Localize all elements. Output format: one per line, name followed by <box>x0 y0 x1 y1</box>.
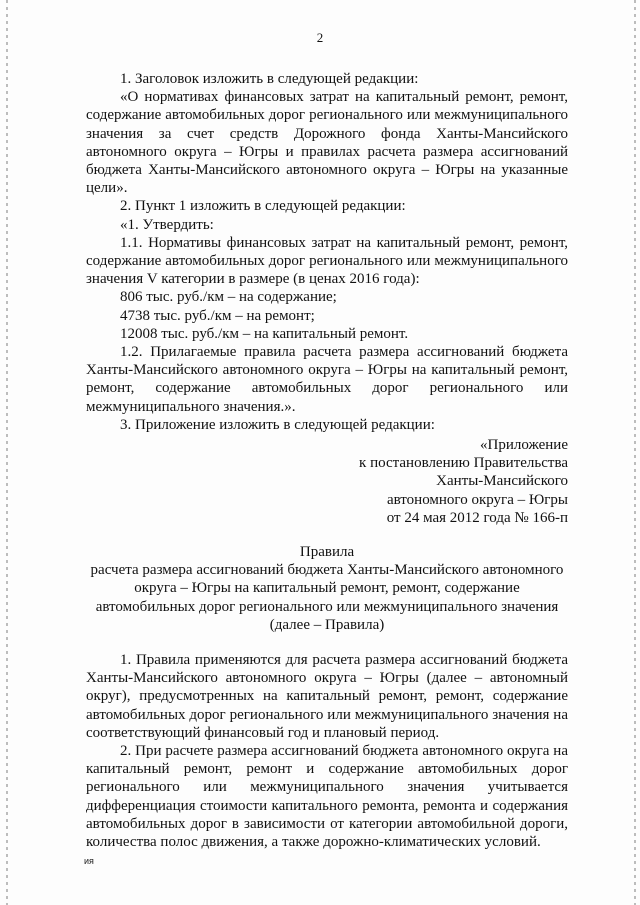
paragraph-title-change: 1. Заголовок изложить в следующей редакции: <box>120 71 419 87</box>
rules-subtitle-line: расчета размера ассигнований бюджета Ханты-Мансийского автономного <box>90 562 564 579</box>
rules-body <box>86 651 568 851</box>
appendix-header <box>86 436 568 527</box>
rule-paragraph-2: 2. При расчете размера ассигнований бюджета автономного округа на капитальный ремонт, ремонт и содержание автомобильных дорог регионального или межмуниципального значения учитывается дифференциация стоимости капитального ремонта, ремонта и содержания автомобильных дорог в зависимости от категории автомобильной дороги, количества полос движения, а также дорожно-климатических условий. <box>86 743 568 851</box>
paragraph-clause1-change: 2. Пункт 1 изложить в следующей редакции: <box>120 198 406 215</box>
norm-maintenance: 806 тыс. руб./км – на содержание; <box>120 289 337 306</box>
appendix-line: к постановлению Правительства <box>359 455 568 472</box>
rules-title <box>86 543 568 634</box>
rules-subtitle-line: (далее – Правила) <box>269 616 385 633</box>
appendix-line: от 24 мая 2012 года № 166-п <box>386 509 568 526</box>
paragraph-rules-attached: 1.2. Прилагаемые правила расчета размера ассигнований бюджета Ханты-Мансийского автономного округа – Югры на капитальный ремонт, ремонт, содержание автомобильных дорог регионального или межмуниципального значения.». <box>86 344 568 415</box>
scan-edge-right <box>634 0 636 905</box>
rules-subtitle-line: округа – Югры на капитальный ремонт, ремонт, содержание <box>134 580 520 597</box>
appendix-line: Ханты-Мансийского <box>436 473 568 490</box>
rules-heading: Правила <box>299 544 355 560</box>
appendix-line: «Приложение <box>479 437 568 453</box>
amendments-section <box>86 70 568 434</box>
norm-capital-repair: 12008 тыс. руб./км – на капитальный ремонт. <box>120 325 409 342</box>
paragraph-new-title: «О нормативах финансовых затрат на капитальный ремонт, ремонт, содержание автомобильных дорог регионального или межмуниципального значения за счет средств Дорожного фонда Ханты-Мансийского автономного округа – Югры и правилах расчета размера ассигнований бюджета Ханты-Мансийского автономного округа – Югры на указанные цели». <box>86 89 568 197</box>
rules-subtitle-line: автомобильных дорог регионального или межмуниципального значения <box>95 598 559 615</box>
page-number: 2 <box>316 30 324 45</box>
paragraph-norms: 1.1. Нормативы финансовых затрат на капитальный ремонт, ремонт, содержание автомобильных дорог регионального или межмуниципального значения V категории в размере (в ценах 2016 года): <box>86 234 568 288</box>
norm-repair: 4738 тыс. руб./км – на ремонт; <box>120 307 315 324</box>
appendix-line: автономного округа – Югры <box>386 491 568 508</box>
paragraph-appendix-change: 3. Приложение изложить в следующей редакции: <box>120 416 435 433</box>
scan-edge-left <box>6 0 8 905</box>
rule-paragraph-1: 1. Правила применяются для расчета размера ассигнований бюджета Ханты-Мансийского автономного округа – Югры (далее – автономный округ), предусмотренных на капитальный ремонт, ремонт, содержание автомобильных дорог регионального или межмуниципального значения на соответствующий финансовый год и плановый период. <box>86 652 568 741</box>
paragraph-approve: «1. Утвердить: <box>120 216 214 233</box>
footer-mark: ия <box>84 856 94 866</box>
